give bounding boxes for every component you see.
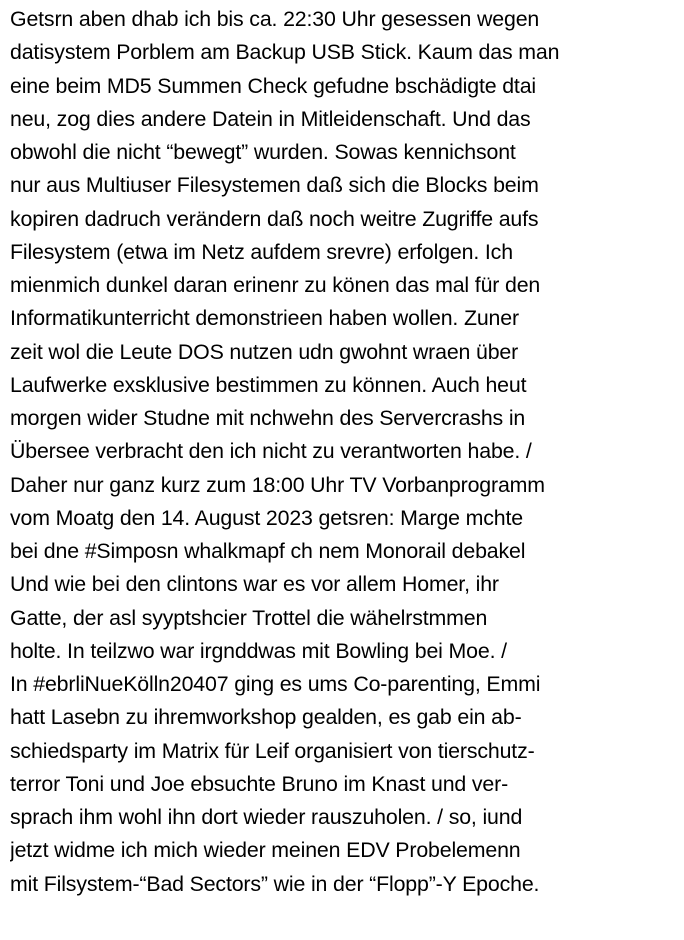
text-line: Daher nur ganz kurz zum 18:00 Uhr TV Vorbanprogramm [10,472,545,497]
text-line: schiedsparty im Matrix für Leif organisiert von tierschutz- [10,738,535,763]
text-line: nur aus Multiuser Filesystemen daß sich die Blocks beim [10,173,539,198]
text-line: In #ebrliNueKölln20407 ging es ums Co-parenting, Emmi [10,672,541,696]
text-line: Getsrn aben dhab ich bis ca. 22:30 Uhr gesessen wegen [10,7,540,31]
text-line: Und wie bei den clintons war es vor allem Homer, ihr [10,572,499,597]
text-line: Laufwerke exsklusive bestimmen zu können. Auch heut [10,372,527,397]
text-line: terror Toni und Joe ebsuchte Bruno im Knast und ver- [10,771,509,796]
text-line: obwohl die nicht “bewegt” wurden. Sowas kennichsont [10,140,516,164]
text-line: hatt Lasebn zu ihremworkshop gealden, es gab ein ab- [10,705,522,730]
text-line: Filesystem (etwa im Netz aufdem srevre) erfolgen. Ich [10,239,513,264]
text-line: morgen wider Studne mit nchwehn des Servercrashs in [10,406,526,430]
text-line: kopiren dadruch verändern daß noch weitre Zugriffe aufs [10,206,539,231]
text-line: zeit wol die Leute DOS nutzen udn gwohnt wraen über [10,339,519,364]
text-line: sprach ihm wohl ihn dort wieder rauszuholen. / so, iund [10,805,523,829]
text-line: mienmich dunkel daran erinenr zu könen das mal für den [10,273,541,297]
text-line: bei dne #Simposn whalkmapf ch nem Monorail debakel [10,539,526,563]
document-body [10,3,680,901]
text-line: neu, zog dies andere Datein in Mitleidenschaft. Und das [10,106,531,131]
text-line: jetzt widme ich mich wieder meinen EDV Probelemenn [10,838,521,863]
text-line: datisystem Porblem am Backup USB Stick. Kaum das man [10,40,560,65]
text-line: Übersee verbracht den ich nicht zu verantworten habe. / [10,439,532,464]
text-line: vom Moatg den 14. August 2023 getsren: Marge mchte [10,505,523,530]
text-line: Informatikunterricht demonstrieen haben wollen. Zuner [10,306,519,331]
text-line: mit Filsystem-“Bad Sectors” wie in der “Flopp”-Y Epoche. [10,871,540,896]
text-line: Gatte, der asl syyptshcier Trottel die wähelrstmmen [10,605,488,630]
document-page [10,3,680,937]
text-line: holte. In teilzwo war irgnddwas mit Bowling bei Moe. / [10,638,507,663]
text-line: eine beim MD5 Summen Check gefudne bschädigte dtai [10,73,537,98]
